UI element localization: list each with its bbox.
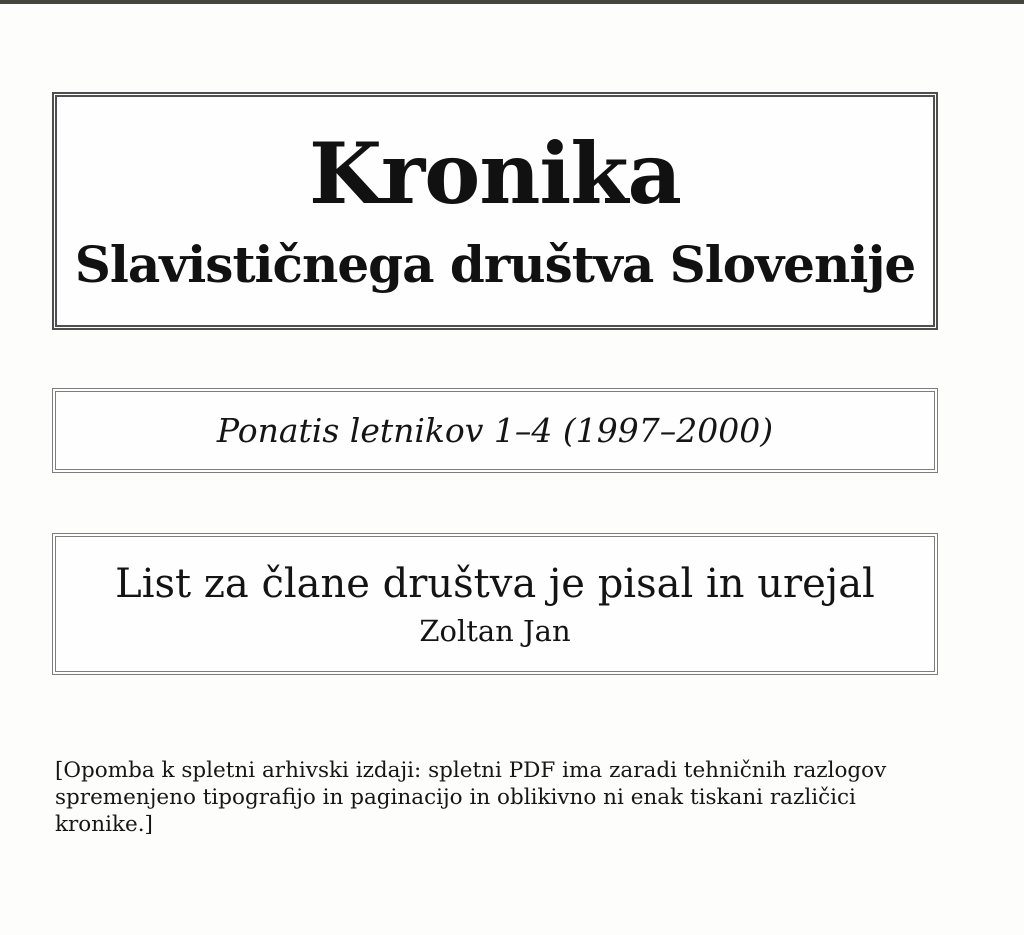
edition-text: Ponatis letnikov 1–4 (1997–2000) xyxy=(216,411,774,450)
archival-note-line: [Opomba k spletni arhivski izdaji: spletni PDF ima zaradi tehničnih razlogov xyxy=(55,758,887,783)
editor-name: Zoltan Jan xyxy=(419,613,571,648)
document-title: Kronika xyxy=(309,124,681,224)
archival-note-line: spremenjeno tipografijo in paginacijo in oblikivno ni enak tiskani različici kronike.] xyxy=(55,784,856,837)
editor-box xyxy=(52,533,938,675)
title-box xyxy=(52,92,938,330)
edition-box xyxy=(52,388,938,473)
viewer-top-edge xyxy=(0,0,1024,4)
archival-note xyxy=(55,758,950,839)
document-subtitle: Slavističnega društva Slovenije xyxy=(74,234,916,294)
editor-description: List za člane društva je pisal in urejal xyxy=(115,560,875,607)
